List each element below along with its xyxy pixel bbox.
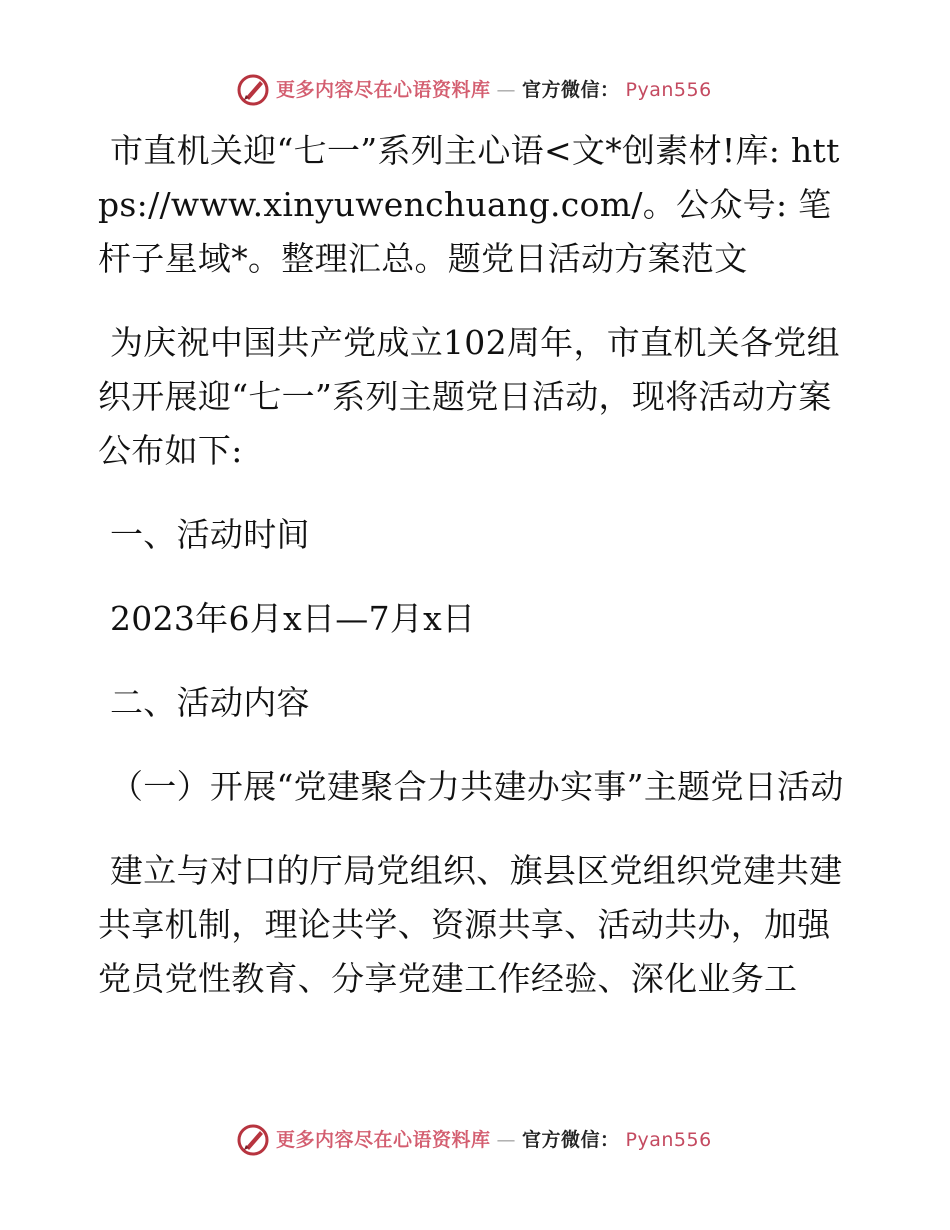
brush-circle-logo-icon [236, 1123, 270, 1157]
paragraph-body: 建立与对口的厅局党组织、旗县区党组织党建共建共享机制，理论共学、资源共享、活动共办，加强党员党性教育、分享党建工作经验、深化业务工 [98, 851, 843, 998]
banner-main-text: 更多内容尽在心语资料库 [276, 78, 491, 101]
section-heading-activity-time: 一、活动时间 [110, 515, 310, 554]
paragraph-intro: 为庆祝中国共产党成立102周年，市直机关各党组织开展迎“七一”系列主题党日活动，现将活动方案公布如下: [98, 323, 840, 470]
banner-contact-label: 官方微信： [522, 78, 620, 101]
banner-contact-label: 官方微信： [522, 1128, 620, 1151]
banner-dash: — [496, 1128, 517, 1151]
subsection-heading: （一）开展“党建聚合力共建办实事”主题党日活动 [110, 767, 844, 806]
paragraph-title: 市直机关迎“七一”系列主心语<文*创素材!库: https://www.xinyuwenchuang.com/。公众号: 笔杆子星域*。整理汇总。题党日活动方案范文 [98, 131, 840, 278]
banner-contact-id: Pyan556 [625, 1128, 712, 1151]
footer-banner [236, 1122, 712, 1158]
section-heading-activity-content: 二、活动内容 [110, 683, 310, 722]
activity-date-range: 2023年6月x日—7月x日 [110, 599, 476, 638]
document-body [98, 124, 858, 1036]
banner-contact-id: Pyan556 [625, 78, 712, 101]
brush-circle-logo-icon [236, 73, 270, 107]
header-banner [236, 72, 712, 108]
banner-dash: — [496, 78, 517, 101]
banner-main-text: 更多内容尽在心语资料库 [276, 1128, 491, 1151]
